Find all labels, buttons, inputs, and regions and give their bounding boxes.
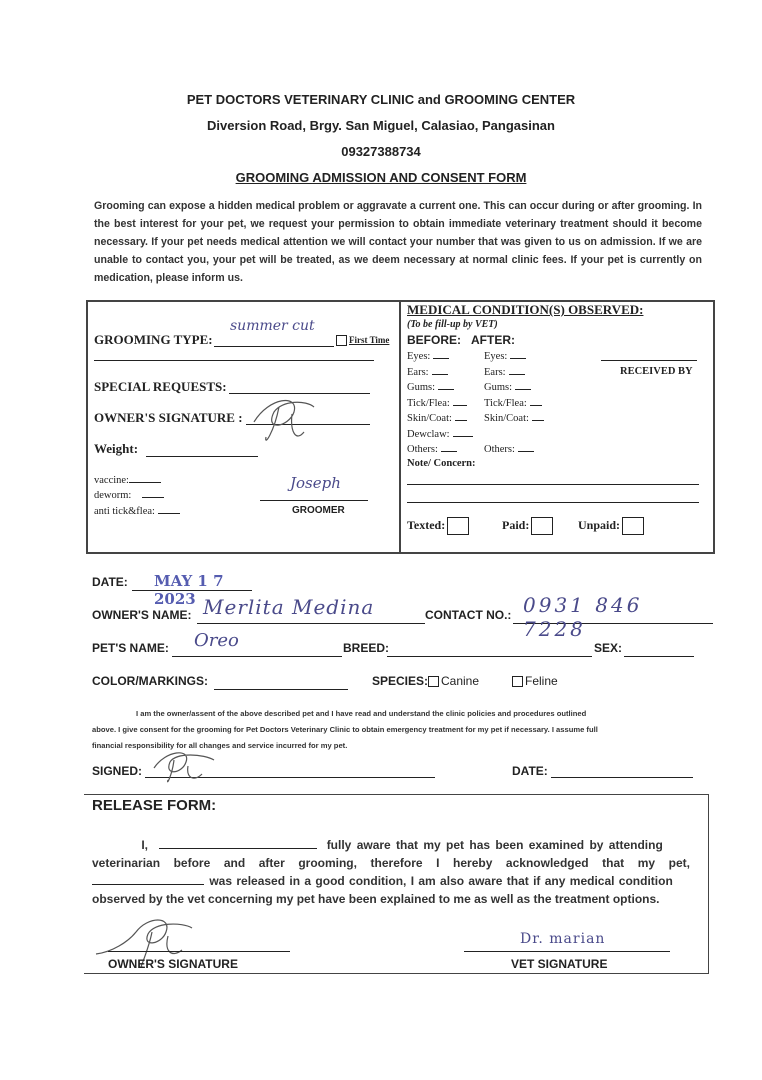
- first-time-checkbox[interactable]: [336, 335, 389, 346]
- owner-signature-label: OWNER'S SIGNATURE :: [94, 410, 243, 425]
- signed-label: SIGNED:: [92, 764, 143, 778]
- breed-label: BREED:: [343, 641, 390, 655]
- received-by-label: RECEIVED BY: [620, 366, 693, 377]
- first-time-label: First Time: [349, 335, 390, 345]
- release-pet-field[interactable]: [92, 872, 204, 885]
- texted-checkbox[interactable]: [447, 517, 469, 535]
- after-tick-field[interactable]: [530, 405, 542, 406]
- med-row-dewclaw: [407, 427, 587, 443]
- med-row-ears: [407, 365, 587, 381]
- texted-label: Texted:: [407, 517, 446, 532]
- deworm-field[interactable]: [142, 497, 164, 498]
- med-row-others: [407, 442, 587, 458]
- clinic-phone: 09327388734: [341, 144, 421, 159]
- pet-name-value: Oreo: [194, 630, 239, 651]
- color-label: COLOR/MARKINGS:: [92, 674, 208, 688]
- feline-checkbox[interactable]: [512, 676, 523, 687]
- after-eyes-field[interactable]: [510, 358, 526, 359]
- vaccine-label: vaccine:: [94, 475, 129, 486]
- before-eyes: Eyes:: [407, 351, 431, 362]
- before-dewclaw: Dewclaw:: [407, 428, 450, 440]
- release-line-3: [92, 872, 690, 891]
- box-divider: [399, 300, 401, 552]
- consent-line-3: financial responsibility for all changes and service incurred for my pet.: [92, 741, 348, 750]
- clinic-address: Diversion Road, Brgy. San Miguel, Calasiao, Pangasinan: [207, 118, 555, 133]
- paid-row: [502, 517, 553, 535]
- release-paragraph: [92, 836, 690, 908]
- owner-name-label: OWNER'S NAME:: [92, 608, 192, 622]
- med-row-eyes: [407, 349, 587, 365]
- release-line-1: [92, 836, 690, 855]
- deworm-row: [94, 490, 164, 501]
- before-eyes-field[interactable]: [433, 358, 449, 359]
- clinic-name: PET DOCTORS VETERINARY CLINIC and GROOMING CENTER: [186, 92, 576, 107]
- medical-rows: [407, 349, 587, 458]
- after-others: Others:: [484, 444, 515, 455]
- unpaid-row: [578, 517, 644, 535]
- after-others-field[interactable]: [518, 451, 534, 452]
- groomer-field[interactable]: [260, 474, 368, 501]
- signed-scribble: [146, 748, 226, 788]
- pet-name-field[interactable]: [172, 630, 342, 657]
- release-title: RELEASE FORM:: [92, 797, 217, 814]
- received-by-field[interactable]: [601, 350, 697, 361]
- species-label: SPECIES:: [372, 674, 429, 688]
- canine-option[interactable]: [428, 674, 479, 688]
- after-tick: Tick/Flea:: [484, 397, 527, 409]
- before-tick: Tick/Flea:: [407, 397, 450, 409]
- paid-label: Paid:: [502, 517, 530, 532]
- before-others-field[interactable]: [441, 451, 457, 452]
- weight-field[interactable]: [146, 440, 258, 457]
- form-title: [0, 170, 762, 185]
- medical-subtitle: (To be fill-up by VET): [407, 319, 498, 330]
- groomer-value: Joseph: [290, 474, 341, 492]
- grooming-type-extra-line[interactable]: [94, 350, 374, 361]
- grooming-type-value: summer cut: [230, 318, 315, 334]
- canine-checkbox[interactable]: [428, 676, 439, 687]
- note-label: Note/ Concern:: [407, 458, 476, 469]
- sex-label: SEX:: [594, 641, 623, 655]
- grooming-type-label: GROOMING TYPE:: [94, 332, 213, 347]
- release-line-4: observed by the vet concerning my pet have been explained to me as well as the treatment options.: [92, 891, 660, 906]
- release-text-1: fully aware that my pet has been examined by attending: [326, 838, 663, 852]
- before-gums-field[interactable]: [438, 389, 454, 390]
- texted-row: [407, 517, 469, 535]
- before-skin: Skin/Coat:: [407, 413, 452, 424]
- anti-tick-label: anti tick&flea:: [94, 506, 155, 517]
- vet-signature-field[interactable]: [464, 931, 670, 952]
- grooming-type-field[interactable]: [214, 318, 334, 347]
- release-line-2: veterinarian before and after grooming, therefore I hereby acknowledged that my pet,: [92, 855, 690, 870]
- note-line-2[interactable]: [407, 494, 699, 503]
- before-dewclaw-field[interactable]: [453, 436, 473, 437]
- vet-signature-label: VET SIGNATURE: [511, 957, 608, 971]
- groomer-label: GROOMER: [292, 505, 345, 516]
- date-value: MAY 1 7 2023: [154, 572, 224, 608]
- after-skin-field[interactable]: [532, 420, 544, 421]
- consent-line-2: above. I give consent for the grooming for Pet Doctors Veterinary Clinic to obtain emergency treatment for my pet if necessary. I assume full: [92, 725, 598, 734]
- date-label: DATE:: [92, 575, 128, 589]
- before-skin-field[interactable]: [455, 420, 467, 421]
- contact-label: CONTACT NO.:: [425, 608, 512, 622]
- before-label: BEFORE:: [407, 333, 461, 347]
- intro-paragraph: Grooming can expose a hidden medical problem or aggravate a current one. This can occur during or after grooming. In the best interest for your pet, we request your permission to obtain immediate veterinary treatment should it become necessary. If your pet needs medical attention we will contact your number that was given to us on admission. If we are unable to contact you, your pet will be treated, as we deem necessary at normal clinic fees. If your pet is currently on medication, please inform us.: [94, 200, 702, 284]
- after-ears: Ears:: [484, 366, 506, 378]
- special-requests-label: SPECIAL REQUESTS:: [94, 379, 227, 394]
- consent-line-1: I am the owner/assent of the above described pet and I have read and understand the clinic policies and procedures outlined: [136, 709, 587, 718]
- after-gums-field[interactable]: [515, 389, 531, 390]
- feline-option[interactable]: [512, 674, 558, 688]
- anti-tick-field[interactable]: [158, 513, 180, 514]
- med-row-tick: [407, 396, 587, 412]
- note-line-1[interactable]: [407, 476, 699, 485]
- signed-date-label: DATE:: [512, 764, 548, 778]
- before-tick-field[interactable]: [453, 405, 467, 406]
- first-time-box[interactable]: [336, 335, 347, 346]
- release-owner-signature-field[interactable]: [108, 939, 290, 952]
- before-gums: Gums:: [407, 382, 436, 393]
- signed-date-field[interactable]: [551, 763, 693, 778]
- unpaid-label: Unpaid:: [578, 517, 621, 532]
- vaccine-field[interactable]: [129, 482, 161, 483]
- feline-label: Feline: [525, 674, 558, 688]
- release-owner-signature-label: OWNER'S SIGNATURE: [108, 957, 238, 971]
- med-row-gums: [407, 380, 587, 396]
- medical-title: MEDICAL CONDITION(S) OBSERVED:: [407, 302, 644, 317]
- date-field[interactable]: [132, 572, 252, 608]
- canine-label: Canine: [441, 674, 480, 688]
- after-skin: Skin/Coat:: [484, 413, 529, 424]
- before-ears: Ears:: [407, 366, 429, 378]
- contact-field[interactable]: [513, 593, 713, 641]
- color-field[interactable]: [214, 673, 348, 690]
- weight-label: Weight:: [94, 441, 139, 456]
- pet-name-label: PET'S NAME:: [92, 641, 169, 655]
- anti-tick-row: [94, 506, 180, 517]
- vet-signature-value: Dr. marian: [520, 931, 606, 947]
- form-title-text: GROOMING ADMISSION AND CONSENT FORM: [235, 170, 527, 185]
- consent-paragraph: [92, 706, 704, 754]
- release-text-3: was released in a good condition, I am also aware that if any medical condition: [209, 874, 673, 888]
- contact-value: 0931 846 7228: [523, 593, 643, 641]
- owner-name-field[interactable]: [197, 595, 425, 624]
- vaccine-row: [94, 475, 161, 486]
- unpaid-checkbox[interactable]: [622, 517, 644, 535]
- breed-field[interactable]: [387, 640, 592, 657]
- med-row-skin: [407, 411, 587, 427]
- after-label: AFTER:: [471, 333, 515, 347]
- before-ears-field[interactable]: [432, 374, 448, 375]
- release-owner-field[interactable]: [159, 836, 317, 849]
- sex-field[interactable]: [624, 640, 694, 657]
- release-i: I,: [141, 838, 148, 852]
- deworm-label: deworm:: [94, 490, 132, 501]
- after-eyes: Eyes:: [484, 351, 508, 362]
- after-gums: Gums:: [484, 382, 513, 393]
- owner-name-value: Merlita Medina: [203, 595, 375, 619]
- after-ears-field[interactable]: [509, 374, 525, 375]
- before-others: Others:: [407, 444, 438, 455]
- paid-checkbox[interactable]: [531, 517, 553, 535]
